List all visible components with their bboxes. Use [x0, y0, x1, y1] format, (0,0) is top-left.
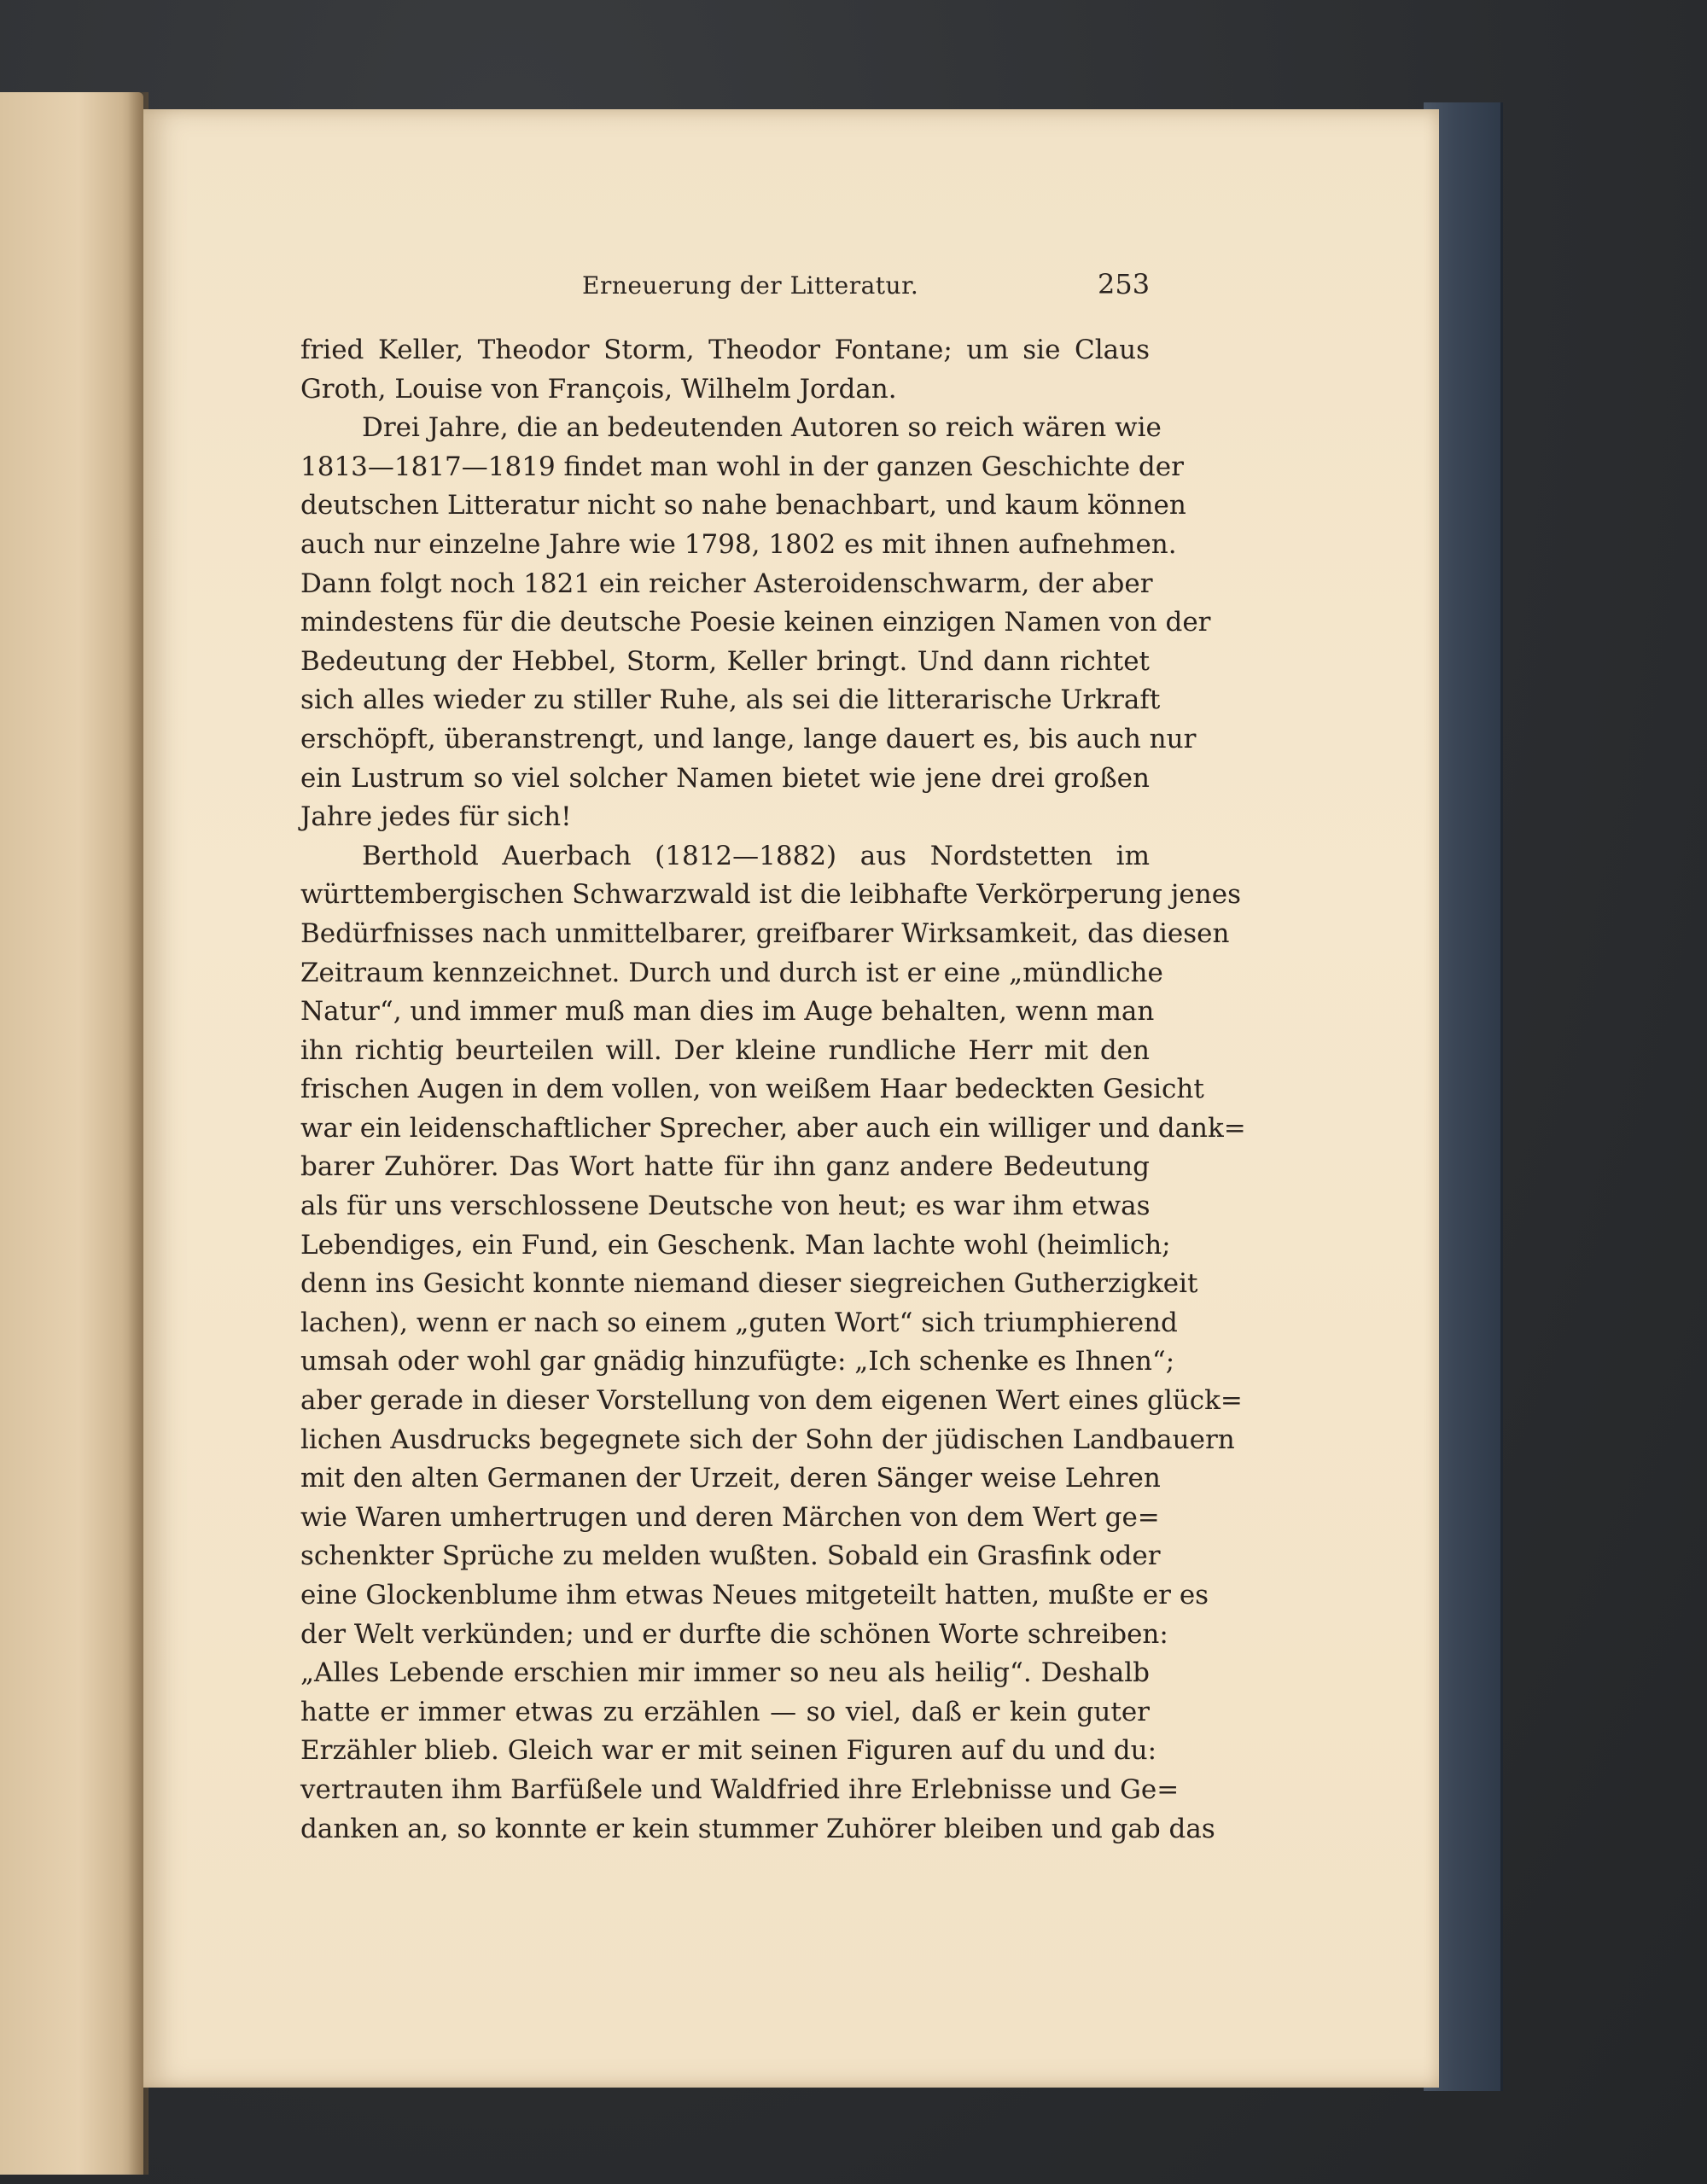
- text-line: Berthold Auerbach (1812—1882) aus Nordstetten im: [362, 840, 1150, 871]
- text-line: lichen Ausdrucks begegnete sich der Sohn der jüdischen Landbauern: [300, 1424, 1235, 1455]
- text-line: vertrauten ihm Barfüßele und Waldfried ihre Erlebnisse und Ge=: [300, 1773, 1180, 1805]
- text-line: Zeitraum kennzeichnet. Durch und durch ist er eine „mündliche: [300, 957, 1163, 988]
- text-line: aber gerade in dieser Vorstellung von dem eigenen Wert eines glück=: [300, 1385, 1243, 1417]
- text-line: lachen), wenn er nach so einem „guten Wort“ sich triumphierend: [300, 1307, 1178, 1338]
- text-line: schenkter Sprüche zu melden wußten. Sobald ein Grasfink oder: [300, 1540, 1161, 1572]
- text-line: Bedeutung der Hebbel, Storm, Keller bringt. Und dann richtet: [300, 645, 1150, 677]
- text-line: ihn richtig beurteilen will. Der kleine rundliche Herr mit den: [300, 1034, 1150, 1066]
- text-line: fried Keller, Theodor Storm, Theodor Fontane; um sie Claus: [300, 335, 1150, 365]
- text-line: ein Lustrum so viel solcher Namen bietet wie jene drei großen: [300, 762, 1150, 794]
- text-line: sich alles wieder zu stiller Ruhe, als sei die litterarische Urkraft: [300, 684, 1161, 716]
- text-line: 1813—1817—1819 findet man wohl in der ganzen Geschichte der: [300, 451, 1184, 482]
- text-line: „Alles Lebende erschien mir immer so neu als heilig“. Deshalb: [300, 1657, 1150, 1689]
- text-line: Erzähler blieb. Gleich war er mit seinen Figuren auf du und du:: [300, 1735, 1157, 1767]
- text-line: frischen Augen in dem vollen, von weißem Haar bedeckten Gesicht: [300, 1074, 1204, 1105]
- text-line: Groth, Louise von François, Wilhelm Jordan.: [300, 373, 897, 405]
- text-line: Jahre jedes für sich!: [300, 801, 572, 833]
- text-line: als für uns verschlossene Deutsche von heut; es war ihm etwas: [300, 1191, 1151, 1222]
- running-head-title: Erneuerung der Litteratur.: [582, 271, 919, 300]
- text-line: hatte er immer etwas zu erzählen — so viel, daß er kein guter: [300, 1696, 1150, 1727]
- text-line: württembergischen Schwarzwald ist die leibhafte Verkörperung jenes: [300, 879, 1241, 911]
- text-line: mit den alten Germanen der Urzeit, deren Sänger weise Lehren: [300, 1463, 1161, 1494]
- text-line: barer Zuhörer. Das Wort hatte für ihn ganz andere Bedeutung: [300, 1151, 1150, 1183]
- text-line: auch nur einzelne Jahre wie 1798, 1802 es mit ihnen aufnehmen.: [300, 528, 1177, 560]
- text-line: umsah oder wohl gar gnädig hinzufügte: „Ich schenke es Ihnen“;: [300, 1346, 1175, 1377]
- text-line: Natur“, und immer muß man dies im Auge behalten, wenn man: [300, 996, 1155, 1028]
- page-number: 253: [1098, 268, 1151, 300]
- body-text: [300, 331, 1246, 1849]
- text-line: mindestens für die deutsche Poesie keinen einzigen Namen von der: [300, 607, 1211, 638]
- running-head: [0, 268, 1707, 306]
- facing-page-edge: [0, 92, 143, 2175]
- text-line: war ein leidenschaftlicher Sprecher, aber auch ein williger und dank=: [300, 1112, 1246, 1144]
- text-line: Bedürfnisses nach unmittelbarer, greifbarer Wirksamkeit, das diesen: [300, 917, 1230, 949]
- text-line: deutschen Litteratur nicht so nahe benachbart, und kaum können: [300, 490, 1186, 521]
- text-line: erschöpft, überanstrengt, und lange, lange dauert es, bis auch nur: [300, 723, 1197, 754]
- text-line: danken an, so konnte er kein stummer Zuhörer bleiben und gab das: [300, 1813, 1215, 1844]
- text-line: denn ins Gesicht konnte niemand dieser siegreichen Gutherzigkeit: [300, 1268, 1198, 1300]
- text-line: Lebendiges, ein Fund, ein Geschenk. Man lachte wohl (heimlich;: [300, 1229, 1171, 1261]
- text-line: Drei Jahre, die an bedeutenden Autoren so reich wären wie: [362, 412, 1162, 444]
- text-line: eine Glockenblume ihm etwas Neues mitgeteilt hatten, mußte er es: [300, 1580, 1209, 1610]
- text-line: wie Waren umhertrugen und deren Märchen von dem Wert ge=: [300, 1501, 1160, 1533]
- text-line: der Welt verkünden; und er durfte die schönen Worte schreiben:: [300, 1618, 1168, 1650]
- text-line: Dann folgt noch 1821 ein reicher Asteroidenschwarm, der aber: [300, 568, 1153, 599]
